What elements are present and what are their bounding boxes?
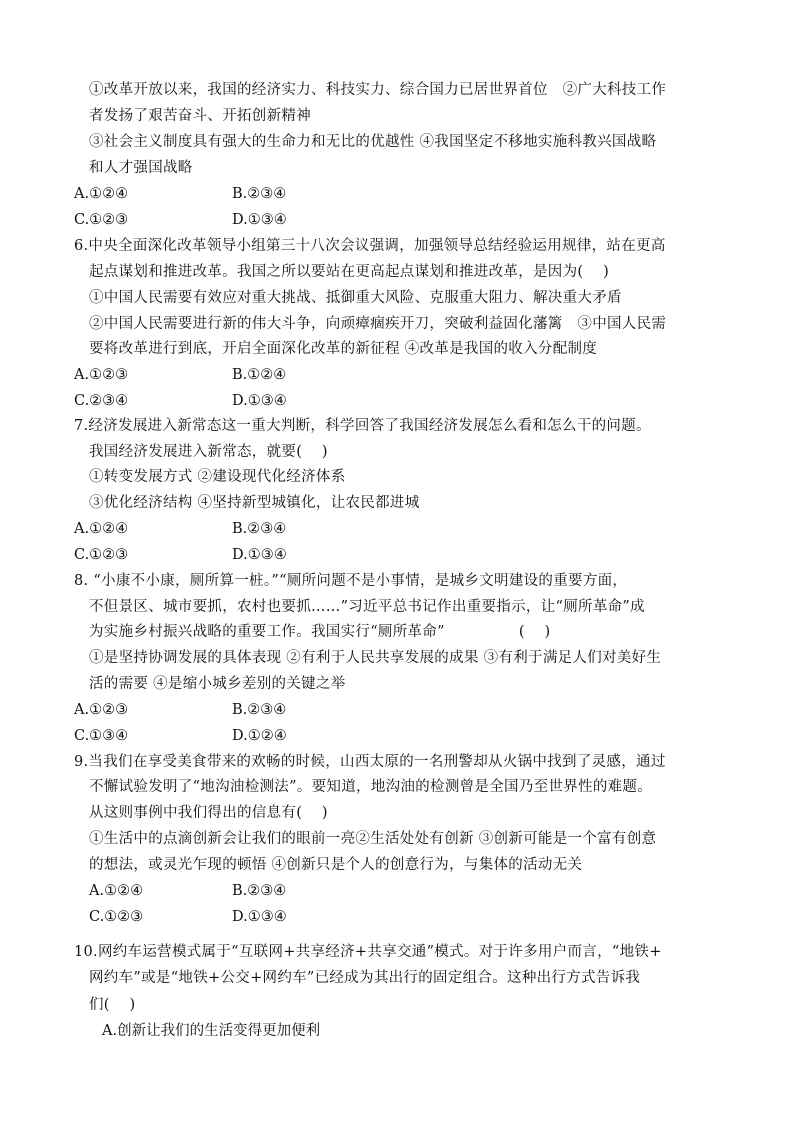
q9-question-line-2: 不懈试验发明了“地沟油检测法”。要知道，地沟油的检测曾是全国乃至世界性的难题。 — [89, 779, 653, 795]
q7-question-line-1: 7.经济发展进入新常态这一重大判断，科学回答了我国经济发展怎么看和怎么干的问题。 — [74, 418, 651, 434]
q10-question-line-2: 网约车”或是“地铁+公交+网约车”已经成为其出行的固定组合。这种出行方式告诉我 — [89, 970, 641, 986]
q7-option-d[interactable]: D.①③④ — [232, 547, 287, 563]
q6-question-line-1: 6.中央全面深化改革领导小组第三十八次会议强调，加强领导总结经验运用规律，站在更高 — [74, 238, 666, 254]
q6-option-d[interactable]: D.①③④ — [232, 393, 287, 409]
q9-option-a[interactable]: A.①②④ — [89, 883, 144, 899]
q6-option-a[interactable]: A.①②③ — [74, 367, 129, 383]
q6-option-c[interactable]: C.②③④ — [74, 393, 129, 409]
q9-question-line-3: 从这则事例中我们得出的信息有( ) — [89, 805, 328, 821]
q8-option-d[interactable]: D.①②④ — [232, 728, 287, 744]
q5-statement-line-1: ①改革开放以来，我国的经济实力、科技实力、综合国力已居世界首位 ②广大科技工作 — [89, 82, 667, 98]
q7-option-c[interactable]: C.①②③ — [74, 547, 129, 563]
q9-question-line-1: 9.当我们在享受美食带来的欢畅的时候，山西太原的一名刑警却从火锅中找到了灵感，通过 — [74, 754, 666, 770]
q10-question-line-1: 10.网约车运营模式属于“互联网+共享经济+共享交通”模式。对于许多用户而言，“地铁+ — [74, 944, 662, 960]
q8-statement-line-1: ①是坚持协调发展的具体表现 ②有利于人民共享发展的成果 ③有利于满足人们对美好生 — [89, 650, 662, 666]
q8-option-b[interactable]: B.②③④ — [232, 702, 287, 718]
q5-option-b[interactable]: B.②③④ — [232, 186, 287, 202]
q6-statement-line-2: ②中国人民需要进行新的伟大斗争，向顽瘴痼疾开刀，突破利益固化藩篱 ③中国人民需 — [89, 316, 667, 332]
q7-option-b[interactable]: B.②③④ — [232, 521, 287, 537]
q8-question-line-1: 8. “小康不小康，厕所算一桩。”“厕所问题不是小事情，是城乡文明建设的重要方面， — [74, 573, 628, 589]
q6-statement-line-3: 要将改革进行到底，开启全面深化改革的新征程 ④改革是我国的收入分配制度 — [89, 341, 598, 357]
q7-option-a[interactable]: A.①②④ — [74, 521, 129, 537]
q7-question-line-2: 我国经济发展进入新常态，就要( ) — [89, 444, 328, 460]
q8-question-line-2: 不但景区、城市要抓，农村也要抓……”习近平总书记作出重要指示，让“厕所革命”成 — [89, 599, 645, 615]
q6-option-b[interactable]: B.①②④ — [232, 367, 287, 383]
q6-question-line-2: 起点谋划和推进改革。我国之所以要站在更高起点谋划和推进改革，是因为( ) — [89, 264, 610, 280]
q8-option-c[interactable]: C.①③④ — [74, 728, 129, 744]
q9-statement-line-1: ①生活中的点滴创新会让我们的眼前一亮②生活处处有创新 ③创新可能是一个富有创意 — [89, 831, 657, 847]
q10-question-line-3: 们( ) — [89, 997, 136, 1013]
q6-statement-line-1: ①中国人民需要有效应对重大挑战、抵御重大风险、克服重大阻力、解决重大矛盾 — [89, 290, 622, 306]
q5-statement-line-4: 和人才强国战略 — [89, 160, 193, 176]
q9-statement-line-2: 的想法，或灵光乍现的顿悟 ④创新只是个人的创意行为，与集体的活动无关 — [89, 857, 583, 873]
q9-option-c[interactable]: C.①②③ — [89, 909, 144, 925]
q8-question-line-3: 为实施乡村振兴战略的重要工作。我国实行“厕所革命” ( ) — [89, 624, 551, 640]
q5-option-d[interactable]: D.①③④ — [232, 212, 287, 228]
q5-statement-line-2: 者发扬了艰苦奋斗、开拓创新精神 — [89, 108, 311, 124]
q8-option-a[interactable]: A.①②③ — [74, 702, 129, 718]
q7-statement-line-1: ①转变发展方式 ②建设现代化经济体系 — [89, 469, 346, 485]
q9-option-b[interactable]: B.②③④ — [232, 883, 287, 899]
q7-statement-line-2: ③优化经济结构 ④坚持新型城镇化，让农民都进城 — [89, 495, 420, 511]
q9-option-d[interactable]: D.①③④ — [232, 909, 287, 925]
q8-statement-line-2: 活的需要 ④是缩小城乡差别的关键之举 — [89, 676, 346, 692]
q5-option-c[interactable]: C.①②③ — [74, 212, 129, 228]
q5-option-a[interactable]: A.①②④ — [74, 186, 129, 202]
q10-option-a[interactable]: A.创新让我们的生活变得更加便利 — [102, 1023, 321, 1039]
q5-statement-line-3: ③社会主义制度具有强大的生命力和无比的优越性 ④我国坚定不移地实施科教兴国战略 — [89, 134, 657, 150]
